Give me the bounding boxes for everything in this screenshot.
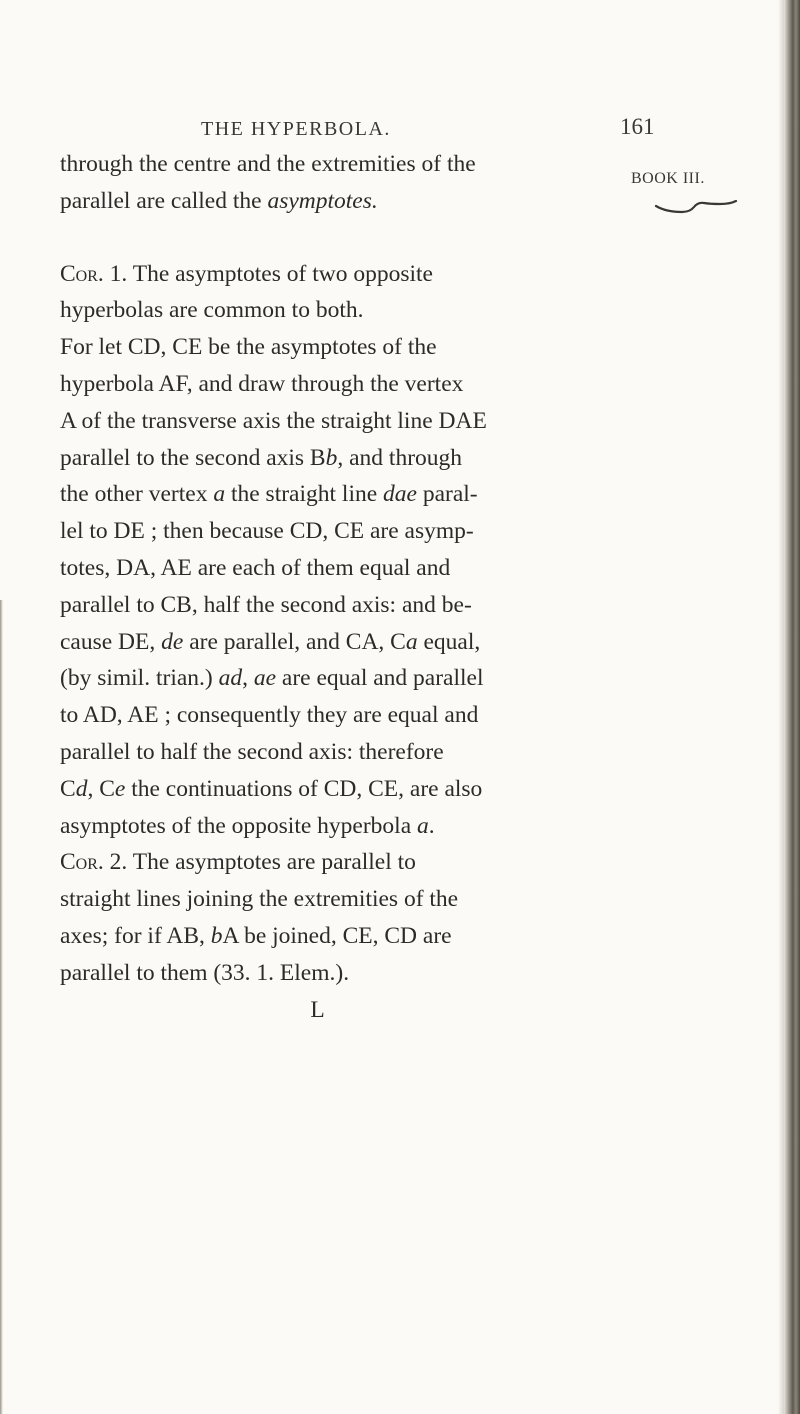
text-line [60,955,635,992]
text-line [60,771,635,808]
text-run: are parallel, and CA, C [183,628,406,655]
text-line [60,808,635,845]
text-run: parallel to CB, half the second axis: and be- [60,591,472,618]
text-run: are equal and parallel [276,665,484,692]
text-run: , C [87,775,115,802]
running-title: THE HYPERBOLA. [201,118,391,140]
text-run: through the centre and the extremities of the [60,151,476,177]
text-run: parallel to half the second axis: therefore [60,738,444,765]
italic-run: ae [253,665,277,692]
page-number: 161 [620,114,655,139]
text-run: C [60,775,76,802]
text-run: 1. The asymptotes of two opposite [103,260,433,287]
text-run: the other vertex [60,481,214,508]
text-run: lel to DE ; then because CD, CE are asymp- [60,518,474,545]
text-line [60,844,635,881]
margin-book-label [631,170,705,188]
book-page-edge [784,0,800,1414]
italic-run: dae [383,481,417,508]
text-line [60,660,635,697]
text-run: parallel to the second axis B [60,444,326,471]
text-run: cause DE, [60,628,162,655]
running-head [60,114,655,148]
text-run: L [310,996,325,1023]
text-run: . [428,812,435,839]
text-run: (by simil. trian.) [60,665,219,692]
italic-run: a [213,481,226,508]
text-run: A of the transverse axis the straight line DAE [60,407,487,434]
italic-run: asymptotes. [267,187,378,214]
text-run: totes, DA, AE are each of them equal and [60,554,451,581]
text-line [60,918,635,955]
margin-brace-icon [650,200,740,218]
italic-run: e [114,775,126,802]
text-run: For let CD, CE be the asymptotes of the [60,334,437,361]
text-run: , and through [337,444,463,471]
text-run: hyperbola AF, and draw through the vertex [60,370,464,397]
small-caps-run: Cor. [60,260,104,287]
text-run: paral- [416,481,478,508]
text-run: to AD, AE ; consequently they are equal and [60,702,479,729]
italic-run: a [405,628,418,655]
text-run: 2. The asymptotes are parallel to [103,849,416,876]
small-caps-run: Cor. [60,849,104,876]
left-page-shadow [0,600,3,1414]
text-line [60,256,635,293]
book-label-text: BOOK III. [631,170,705,187]
text-line [60,183,635,220]
signature-mark [60,992,635,1029]
italic-run: b [210,922,223,949]
text-run: the continuations of CD, CE, are also [125,775,483,802]
italic-run: d [75,775,88,802]
text-line [60,292,635,329]
text-line [60,329,635,366]
text-line [60,403,635,440]
text-line [60,734,635,771]
text-run: hyperbolas are common to both. [60,297,364,324]
text-line [60,366,635,403]
text-run: parallel to them (33. 1. Elem.). [60,959,350,986]
text-run: , [242,665,254,692]
text-line [60,881,635,918]
text-run: straight lines joining the extremities of the [60,886,459,913]
text-run: the straight line [225,481,384,508]
text-line [60,513,635,550]
text-run: equal, [417,628,481,655]
body-text [60,146,635,1028]
text-line [60,587,635,624]
text-line [60,440,635,477]
italic-run: b [325,444,338,471]
text-run: parallel are called the [60,187,268,214]
italic-run: ad [218,665,243,692]
text-line [60,624,635,661]
text-line [60,697,635,734]
text-line [60,476,635,513]
text-run: axes; for if AB, [60,922,211,949]
text-run: A be joined, CE, CD are [222,922,452,949]
text-line [60,550,635,587]
text-run: asymptotes of the opposite hyperbola [60,812,417,839]
italic-run: de [161,628,184,655]
italic-run: a [417,812,429,839]
text-line [60,146,635,183]
